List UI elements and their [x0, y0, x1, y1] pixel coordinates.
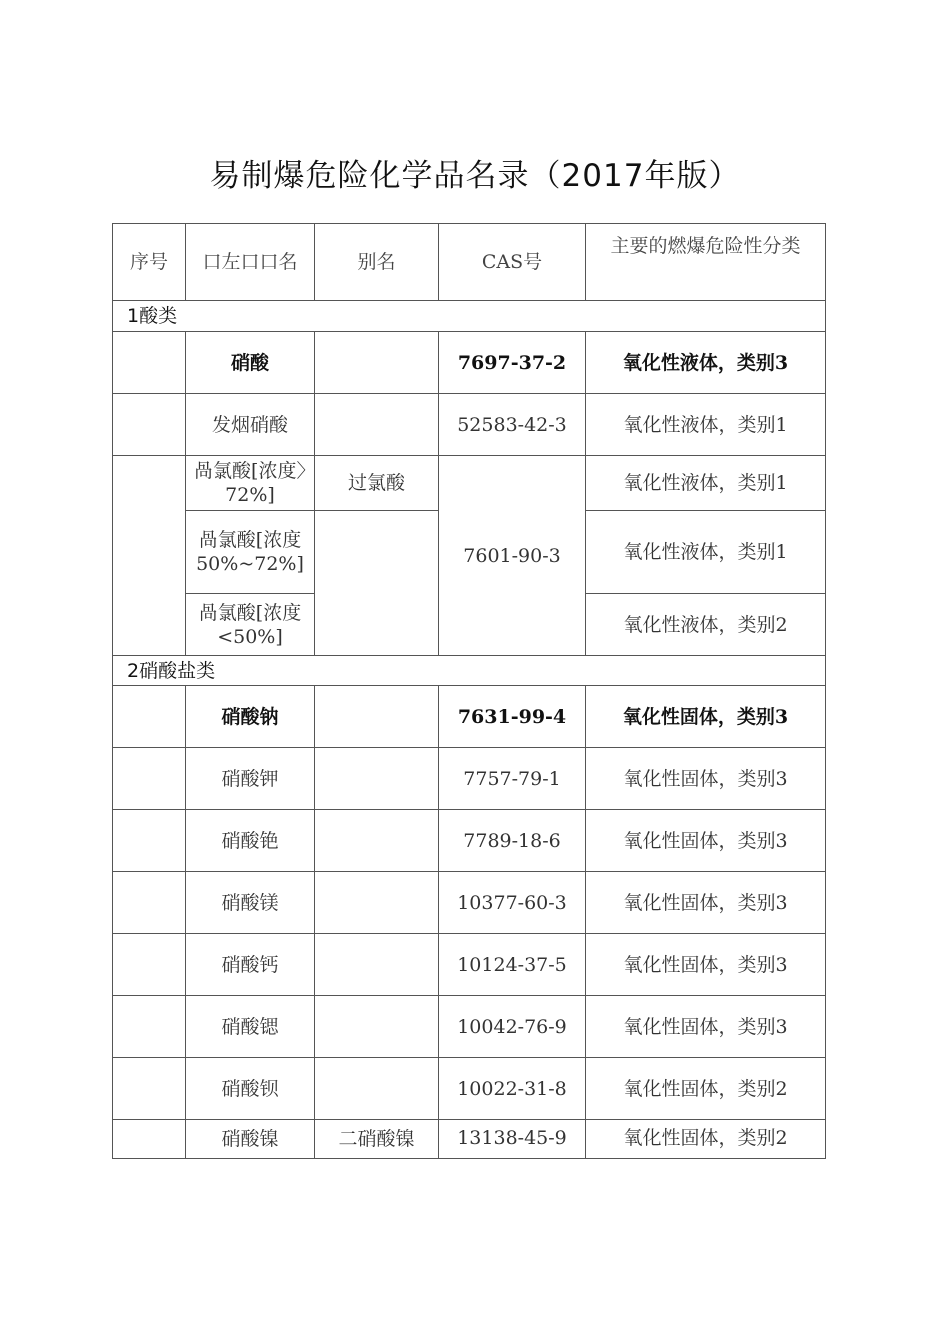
category-cell: 氧化性固体，类别3 — [586, 934, 826, 996]
alias-cell — [315, 332, 439, 394]
name-cell: 硝酸镍 — [186, 1120, 315, 1159]
alias-cell — [315, 394, 439, 456]
section-row — [113, 301, 826, 332]
cas-cell: 10022-31-8 — [439, 1058, 586, 1120]
header-seq: 序号 — [113, 224, 186, 301]
alias-cell: 过氯酸 — [315, 456, 439, 511]
name-cell: 发烟硝酸 — [186, 394, 315, 456]
table-row — [113, 748, 826, 810]
name-cell: 硝酸镁 — [186, 872, 315, 934]
name-cell: 硝酸钠 — [186, 686, 315, 748]
alias-cell — [315, 996, 439, 1058]
seq-cell — [113, 810, 186, 872]
cas-cell: 52583-42-3 — [439, 394, 586, 456]
header-name: 口左口口名 — [186, 224, 315, 301]
category-cell: 氧化性固体，类别3 — [586, 810, 826, 872]
table-row — [113, 1058, 826, 1120]
alias-cell — [315, 872, 439, 934]
category-cell: 氧化性固体，类别2 — [586, 1058, 826, 1120]
seq-cell — [113, 996, 186, 1058]
category-cell: 氧化性固体，类别3 — [586, 872, 826, 934]
name-cell: 咼氯酸[浓度<50%] — [186, 594, 315, 656]
alias-cell: 二硝酸镍 — [315, 1120, 439, 1159]
cas-cell: 10042-76-9 — [439, 996, 586, 1058]
category-cell: 氧化性液体，类别2 — [586, 594, 826, 656]
cas-cell: 10124-37-5 — [439, 934, 586, 996]
section-label: 2硝酸盐类 — [113, 656, 826, 686]
table-row — [113, 872, 826, 934]
name-cell: 硝酸钾 — [186, 748, 315, 810]
category-cell: 氧化性固体，类别2 — [586, 1120, 826, 1159]
table-row — [113, 810, 826, 872]
seq-cell — [113, 456, 186, 656]
table-row — [113, 934, 826, 996]
name-cell: 硝酸 — [186, 332, 315, 394]
table-row — [113, 394, 826, 456]
name-cell: 硝酸锶 — [186, 996, 315, 1058]
cas-cell: 7601-90-3 — [439, 456, 586, 656]
seq-cell — [113, 934, 186, 996]
seq-cell — [113, 1058, 186, 1120]
alias-cell — [315, 686, 439, 748]
cas-cell: 10377-60-3 — [439, 872, 586, 934]
table-row — [113, 1120, 826, 1159]
cas-cell: 7757-79-1 — [439, 748, 586, 810]
chemicals-table — [112, 223, 826, 1159]
alias-cell — [315, 748, 439, 810]
seq-cell — [113, 1120, 186, 1159]
section-row — [113, 656, 826, 686]
name-cell: 硝酸钙 — [186, 934, 315, 996]
table-row — [113, 456, 826, 511]
cas-cell: 7631-99-4 — [439, 686, 586, 748]
alias-cell — [315, 810, 439, 872]
category-cell: 氧化性固体，类别3 — [586, 686, 826, 748]
header-cas: CAS号 — [439, 224, 586, 301]
seq-cell — [113, 686, 186, 748]
header-category: 主要的燃爆危险性分类 — [586, 224, 826, 301]
seq-cell — [113, 332, 186, 394]
cas-cell: 13138-45-9 — [439, 1120, 586, 1159]
category-cell: 氧化性固体，类别3 — [586, 748, 826, 810]
page-title: 易制爆危险化学品名录（2017年版） — [209, 158, 741, 194]
section-label: 1酸类 — [113, 301, 826, 332]
category-cell: 氧化性液体，类别1 — [586, 394, 826, 456]
header-alias: 别名 — [315, 224, 439, 301]
name-cell: 硝酸铯 — [186, 810, 315, 872]
table-header-row — [113, 224, 826, 301]
category-cell: 氧化性液体，类别1 — [586, 456, 826, 511]
seq-cell — [113, 394, 186, 456]
category-cell: 氧化性固体，类别3 — [586, 996, 826, 1058]
cas-cell: 7789-18-6 — [439, 810, 586, 872]
name-cell: 咼氯酸[浓度〉72%] — [186, 456, 315, 511]
category-cell: 氧化性液体，类别1 — [586, 511, 826, 594]
cas-cell: 7697-37-2 — [439, 332, 586, 394]
name-cell: 硝酸钡 — [186, 1058, 315, 1120]
table-row — [113, 332, 826, 394]
table-row — [113, 686, 826, 748]
name-cell: 咼氯酸[浓度50%~72%] — [186, 511, 315, 594]
alias-cell — [315, 511, 439, 656]
alias-cell — [315, 934, 439, 996]
alias-cell — [315, 1058, 439, 1120]
table-row — [113, 996, 826, 1058]
seq-cell — [113, 748, 186, 810]
seq-cell — [113, 872, 186, 934]
category-cell: 氧化性液体，类别3 — [586, 332, 826, 394]
